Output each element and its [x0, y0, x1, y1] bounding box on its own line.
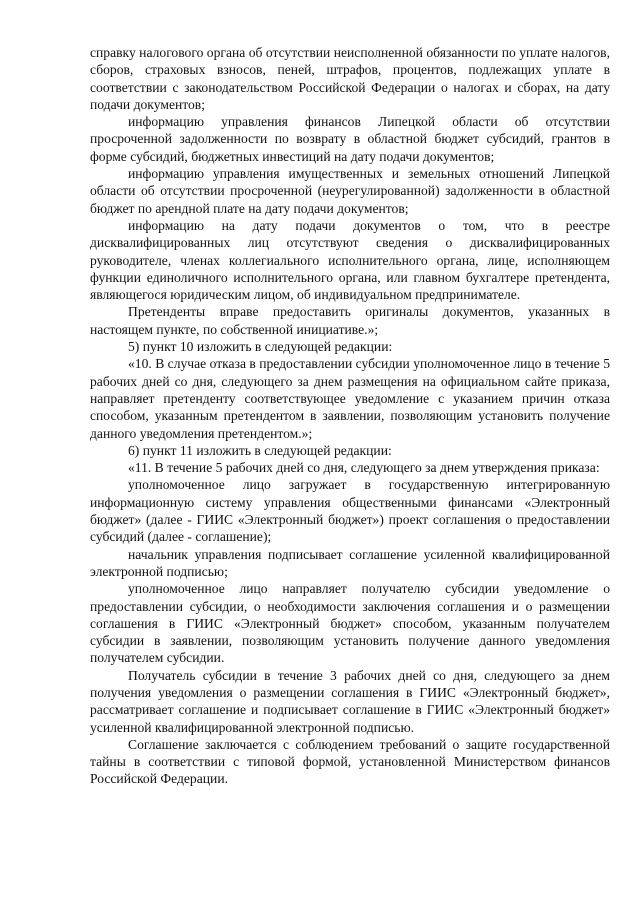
paragraph-head-signs: начальник управления подписывает соглашение усиленной квалифицированной электронной подписью; [90, 546, 610, 579]
paragraph-item-5: 5) пункт 10 изложить в следующей редакции: [128, 339, 393, 355]
paragraph-item-6: 6) пункт 11 изложить в следующей редакции: [128, 442, 392, 458]
paragraph-originals: Претенденты вправе предоставить оригиналы документов, указанных в настоящем пункте, по собственной инициативе.»; [90, 304, 610, 337]
paragraph-notification: уполномоченное лицо направляет получателю субсидии уведомление о предоставлении субсидии, о необходимости заключения соглашения и о размещении соглашения в ГИИС «Электронный бюджет» способом, указанным получателем субсидии в заявлении, позволяющим установить получение данного уведомления получателем субсидии. [90, 581, 610, 666]
paragraph-secrecy: Соглашение заключается с соблюдением требований о защите государственной тайны в соответствии с типовой формой, установленной Министерством финансов Российской Федерации. [90, 736, 610, 787]
paragraph-tax-certificate: справку налогового органа об отсутствии неисполненной обязанности по уплате налогов, сборов, страховых взносов, пеней, штрафов, процентов, подлежащих уплате в соответствии с законодательством Российской Федерации о налогах и сборах, на дату подачи документов; [90, 45, 610, 112]
paragraph-disqualified-registry: информацию на дату подачи документов о том, что в реестре дисквалифицированных лиц отсутствуют сведения о дисквалифицированных руководителе, членах коллегиального исполнительного органа, лице, исполняющем функции единоличного исполнительного органа, или главном бухгалтере претендента, являющегося юридическим лицом, об индивидуальном предпринимателе. [90, 217, 610, 303]
document-page [90, 44, 610, 788]
paragraph-giis-upload: уполномоченное лицо загружает в государственную интегрированную информационную систему управления общественными финансами «Электронный бюджет» (далее - ГИИС «Электронный бюджет») проект соглашения о предоставлении субсидий (далее - соглашение); [90, 477, 610, 545]
paragraph-recipient-signs: Получатель субсидии в течение 3 рабочих дней со дня, следующего за днем получения уведомления о размещении соглашения в ГИИС «Электронный бюджет», рассматривает соглашение и подписывает соглашение в ГИИС «Электронный бюджет» усиленной квалифицированной электронной подписью. [90, 667, 610, 735]
paragraph-clause-10: «10. В случае отказа в предоставлении субсидии уполномоченное лицо в течение 5 рабочих дней со дня, следующего за днем размещения на официальном сайте приказа, направляет претенденту соответствующее уведомление с указанием причин отказа способом, указанным претендентом в заявлении, позволяющим установить получение данного уведомления претендентом.»; [90, 356, 610, 441]
paragraph-clause-11: «11. В течение 5 рабочих дней со дня, следующего за днем утверждения приказа: [128, 460, 600, 476]
paragraph-finance-info: информацию управления финансов Липецкой области об отсутствии просроченной задолженности по возврату в областной бюджет субсидий, грантов в форме субсидий, бюджетных инвестиций на дату подачи документов; [90, 114, 610, 164]
paragraph-property-info: информацию управления имущественных и земельных отношений Липецкой области об отсутствии просроченной (неурегулированной) задолженности в областной бюджет по арендной плате на дату подачи документов; [90, 166, 610, 216]
